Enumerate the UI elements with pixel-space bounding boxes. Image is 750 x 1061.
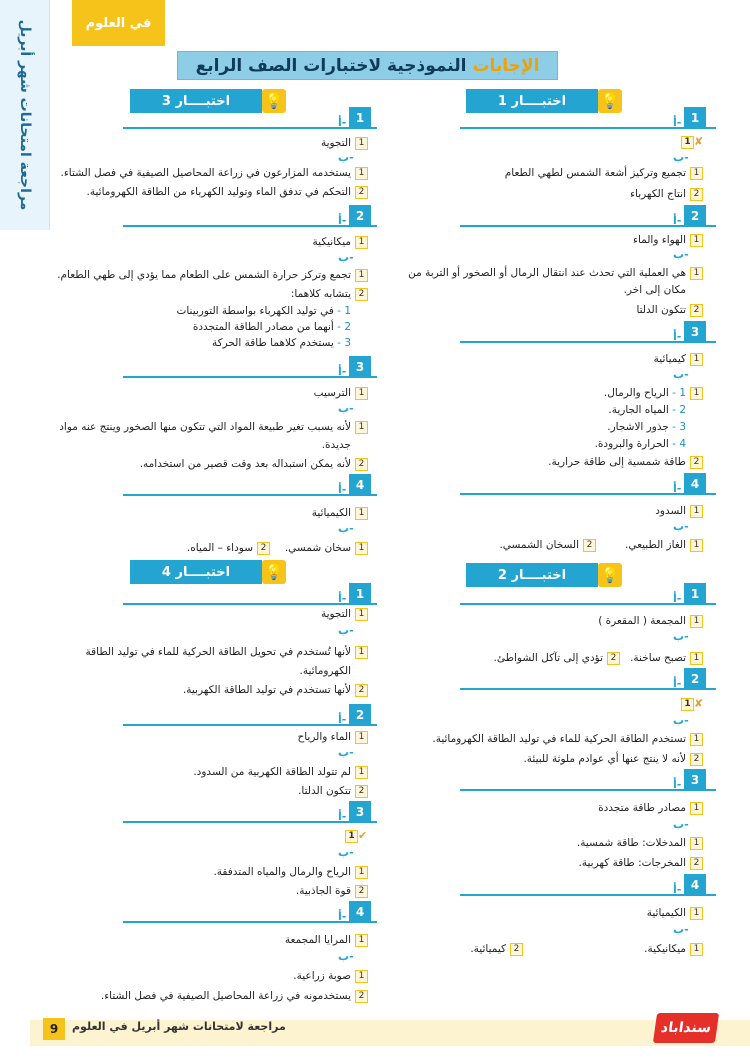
question-number: 3 <box>684 321 706 343</box>
x-mark: 1 ✘ <box>677 697 703 711</box>
answer-line: 1التجوية <box>321 135 368 151</box>
part-a-label: أ- <box>673 214 682 227</box>
part-b-label: ب- <box>338 402 354 415</box>
part-b-label: ب- <box>338 950 354 963</box>
answer-line: 2التحكم في تدفق الماء وتوليد الكهرباء من الطاقة الكهرومائية. <box>87 184 368 200</box>
answer-line: 1الترسيب <box>314 385 368 401</box>
part-b-label: ب- <box>673 818 689 831</box>
answer-line: 1كيميائية <box>654 351 703 367</box>
answer-line: 1المجمعة ( المقعرة ) <box>598 613 703 629</box>
part-b-label: ب- <box>673 368 689 381</box>
lightbulb-icon: 💡 <box>598 563 622 587</box>
answer-line: 2 - أنهما من مصادر الطاقة المتجددة <box>192 321 351 333</box>
part-b-label: ب- <box>673 923 689 936</box>
answer-line: 11 - الرياح والرمال. <box>604 385 703 401</box>
exam-1-title: اختبــــار 1 <box>466 89 598 113</box>
part-a-label: أ- <box>673 883 682 896</box>
answer-line: 1الماء والرياح <box>297 729 368 745</box>
part-a-label: أ- <box>673 330 682 343</box>
answer-line: 2 - المياه الجارية. <box>608 404 686 416</box>
question-number: 4 <box>684 473 706 495</box>
question-number: 2 <box>349 205 371 227</box>
question-number: 4 <box>349 901 371 923</box>
answer-line: 2يستخدمونه في زراعة المحاصيل الصيفية في فصل الشتاء. <box>101 988 368 1004</box>
lightbulb-icon: 💡 <box>262 89 286 113</box>
question-number: 3 <box>349 356 371 378</box>
part-a-label: أ- <box>673 778 682 791</box>
answer-line: 1الكيميائية <box>647 905 703 921</box>
answer-line: مكان إلى اخر. <box>623 284 686 296</box>
answer-line: 1ميكانيكية. <box>644 941 703 957</box>
answer-line: 2طاقة شمسية إلى طاقة حرارية. <box>548 454 703 470</box>
page-title <box>177 51 558 80</box>
check-mark: 1 ✔ <box>341 829 367 843</box>
part-a-label: أ- <box>338 713 347 726</box>
answer-line: 1التجوية <box>321 606 368 622</box>
part-a-label: أ- <box>338 592 347 605</box>
title-highlight: الإجابات <box>472 55 540 76</box>
exam-4-title: اختبــــار 4 <box>130 560 262 584</box>
part-a-label: أ- <box>673 116 682 129</box>
answer-line: 1يستخدمه المزارعون في زراعة المحاصيل الصيفية في فصل الشتاء. <box>61 165 368 181</box>
question-number: 1 <box>684 107 706 129</box>
subject-tab: في العلوم <box>72 0 165 46</box>
answer-line: 1سخان شمسي. <box>285 540 368 556</box>
answer-line: 1صوبة زراعية. <box>293 968 368 984</box>
part-a-label: أ- <box>338 365 347 378</box>
answer-line: 1تستخدم الطاقة الحركية للماء في توليد الطاقة الكهرومائية. <box>432 731 703 747</box>
part-b-label: ب- <box>673 630 689 643</box>
question-number: 3 <box>684 769 706 791</box>
lightbulb-icon: 💡 <box>598 89 622 113</box>
exam-3-header <box>130 89 286 113</box>
side-banner <box>0 0 50 230</box>
answer-line: 1الغاز الطبيعي. <box>625 537 703 553</box>
answer-line: 3 - جذور الاشجار. <box>607 421 686 433</box>
x-mark: 1 ✘ <box>677 135 703 149</box>
part-a-label: أ- <box>673 592 682 605</box>
answer-line: 2انتاج الكهرباء <box>630 186 703 202</box>
question-number: 1 <box>349 107 371 129</box>
part-b-label: ب- <box>338 624 354 637</box>
answer-line: 1 - في توليد الكهرباء بواسطة التوربينات <box>176 305 351 317</box>
answer-line: 2قوة الجاذبية. <box>296 883 368 899</box>
answer-line: 3 - يستخدم كلاهما طاقة الحركة <box>211 337 351 349</box>
answer-line: 1الهواء والماء <box>633 232 703 248</box>
part-b-label: ب- <box>338 151 354 164</box>
answer-line: 2يتشابه كلاهما: <box>291 286 368 302</box>
question-number: 2 <box>349 704 371 726</box>
answer-line: 1الكيميائية <box>312 505 368 521</box>
question-number: 3 <box>349 801 371 823</box>
part-b-label: ب- <box>338 846 354 859</box>
answer-line: 2كيميائية. <box>470 941 523 957</box>
answer-line: 2السخان الشمسي. <box>499 537 596 553</box>
part-b-label: ب- <box>338 251 354 264</box>
part-b-label: ب- <box>673 151 689 164</box>
answer-line: 1لأنها تُستخدم في تحويل الطاقة الحركية للماء في توليد الطاقة <box>85 644 368 660</box>
part-a-label: أ- <box>338 483 347 496</box>
answer-line: 2تتكون الدلتا. <box>298 783 368 799</box>
answer-line: 2تؤدي إلى تآكل الشواطئ. <box>494 650 620 666</box>
part-b-label: ب- <box>673 248 689 261</box>
answer-line: 1المرايا المجمعة <box>285 932 368 948</box>
question-number: 4 <box>684 874 706 896</box>
side-banner-text: مراجعة امتحانات شهر أبريل <box>17 19 33 211</box>
answer-line: 1تجمع وتركز حرارة الشمس على الطعام مما يؤدي إلى طهي الطعام. <box>57 267 368 283</box>
answer-line: 1هي العملية التي تحدث عند انتقال الرمال أو الصخور أو التربة من <box>408 265 703 281</box>
answer-line: جديدة. <box>321 439 351 451</box>
footer-text: مراجعة لامتحانات شهر أبريل في العلوم <box>72 1020 286 1033</box>
part-a-label: أ- <box>338 214 347 227</box>
answer-line: 1تصبح ساخنة. <box>630 650 703 666</box>
answer-line: 1مصادر طاقة متجددة <box>598 800 703 816</box>
exam-1-header <box>466 89 622 113</box>
answer-line: 2لأنه لا ينتج عنها أي عوادم ملوثة للبيئة. <box>523 751 703 767</box>
question-number: 2 <box>684 668 706 690</box>
part-a-label: أ- <box>673 482 682 495</box>
exam-2-header <box>466 563 622 587</box>
answer-line: 1تجميع وتركيز أشعة الشمس لطهي الطعام <box>505 165 703 181</box>
question-number: 1 <box>349 583 371 605</box>
part-a-label: أ- <box>338 810 347 823</box>
part-b-label: ب- <box>673 520 689 533</box>
answer-line: 1الرياح والرمال والمياه المتدفقة. <box>213 864 368 880</box>
lightbulb-icon: 💡 <box>262 560 286 584</box>
answer-line: 2لأنها تستخدم في توليد الطاقة الكهربية. <box>183 682 368 698</box>
part-b-label: ب- <box>338 522 354 535</box>
brand-logo: سنداباد <box>653 1013 719 1043</box>
answer-line: 1لم تتولد الطاقة الكهربية من السدود. <box>193 764 368 780</box>
question-number: 4 <box>349 474 371 496</box>
answer-line: 2المخرجات: طاقة كهربية. <box>579 855 703 871</box>
question-number: 2 <box>684 205 706 227</box>
part-a-label: أ- <box>338 910 347 923</box>
part-a-label: أ- <box>673 677 682 690</box>
exam-4-header <box>130 560 286 584</box>
answer-line: 1ميكانيكية <box>313 234 368 250</box>
answer-line: 1لأنه يسبب تغير طبيعة المواد التي تتكون منها الصخور وينتج عنه مواد <box>59 419 368 435</box>
answer-line: 2تتكون الدلتا <box>636 302 703 318</box>
answer-line: 4 - الحرارة والبرودة. <box>594 438 686 450</box>
part-b-label: ب- <box>673 714 689 727</box>
exam-2-title: اختبــــار 2 <box>466 563 598 587</box>
answer-line: 2لأنه يمكن استبداله بعد وقت قصير من استخدامه. <box>140 456 368 472</box>
title-rest: النموذجية لاختبارات الصف الرابع <box>195 55 467 76</box>
answer-line: 2سوداء – المياه. <box>187 540 270 556</box>
answer-line: 1المدخلات: طاقة شمسية. <box>577 835 703 851</box>
page-number: 9 <box>43 1018 65 1040</box>
answer-line: الكهرومائية. <box>299 665 351 677</box>
part-a-label: أ- <box>338 116 347 129</box>
question-number: 1 <box>684 583 706 605</box>
exam-3-title: اختبــــار 3 <box>130 89 262 113</box>
part-b-label: ب- <box>338 746 354 759</box>
answer-line: 1السدود <box>655 503 703 519</box>
